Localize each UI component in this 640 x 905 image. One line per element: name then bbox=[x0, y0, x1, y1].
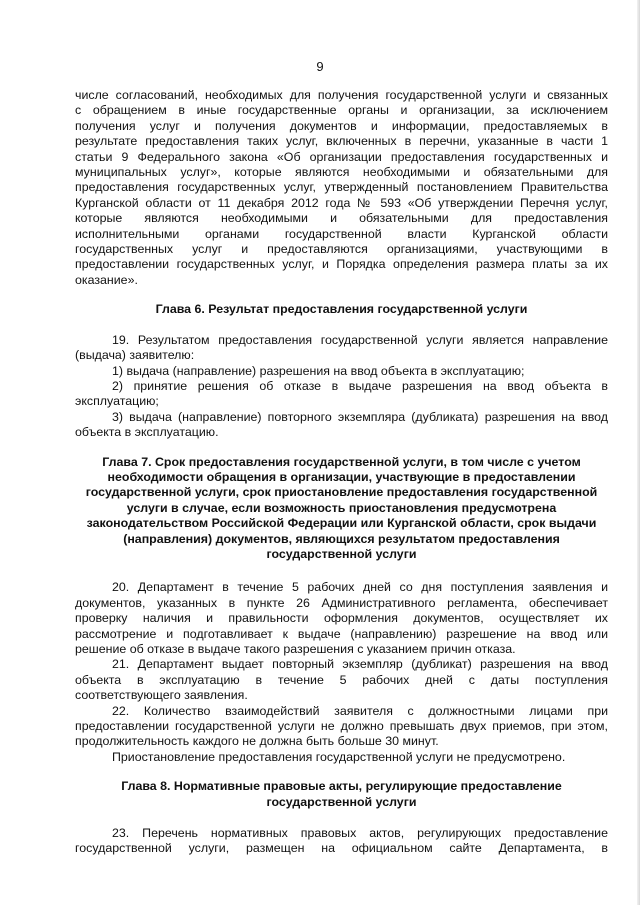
text-line: статьи 9 Федерального закона «Об организации предоставления государственных и bbox=[75, 149, 608, 164]
text-line: рассмотрение и подготавливает к выдаче (направлению) разрешение на ввод или bbox=[75, 626, 608, 641]
title-line: необходимости обращения в организации, участвующие в предоставлении bbox=[107, 469, 576, 484]
text-line: предоставлении государственных услуг, и Порядка определения размера платы за их bbox=[75, 257, 608, 272]
chapter-6-title: Глава 6. Результат предоставления государственной услуги bbox=[155, 302, 528, 317]
document-page bbox=[75, 60, 608, 857]
chapter-7-title bbox=[75, 455, 608, 563]
chapter-6-body bbox=[75, 333, 608, 441]
title-line: Глава 8. Нормативные правовые акты, регулирующие предоставление bbox=[121, 779, 562, 794]
text-line: которые являются необходимыми и обязательными для предоставления bbox=[75, 211, 608, 226]
intro-paragraph bbox=[75, 88, 608, 288]
text-line: 3) выдача (направление) повторного экземпляра (дубликата) разрешения на ввод bbox=[112, 409, 608, 424]
text-line: получения услуг и получения документов и информации, предоставляемых в bbox=[75, 118, 608, 133]
text-line: объекта в эксплуатацию в течение 5 рабочих дней с даты поступления bbox=[75, 672, 608, 687]
text-line: продолжительность каждого не должна быть больше 30 минут. bbox=[75, 734, 439, 749]
text-line: оказание». bbox=[75, 272, 138, 287]
text-line: предоставления государственных услуг, утвержденный постановлением Правительства bbox=[75, 180, 608, 195]
text-line: предоставлении государственной услуги не должно превышать двух приемов, при этом, bbox=[75, 719, 608, 734]
text-line: 23. Перечень нормативных правовых актов, регулирующих предоставление bbox=[112, 826, 608, 841]
title-line: услуги в случае, если возможность приостановления предусмотрена bbox=[126, 500, 557, 515]
chapter-7-body bbox=[75, 580, 608, 765]
text-line: государственных услуг и предоставляются организациями, участвующими в bbox=[75, 242, 608, 257]
title-line: законодательством Российской Федерации или Курганской области, срок выдачи bbox=[86, 516, 597, 531]
title-line: (направления) документов, являющихся результатом предоставления bbox=[123, 531, 560, 546]
text-line: с обращением в иные государственные органы и организации, за исключением bbox=[75, 103, 608, 118]
text-line: документов, указанных в пункте 26 Административного регламента, обеспечивает bbox=[75, 595, 608, 610]
title-line: государственной услуги bbox=[266, 546, 417, 561]
text-line: 21. Департамент выдает повторный экземпляр (дубликат) разрешения на ввод bbox=[112, 657, 608, 672]
text-line: исполнительными органами государственной власти Курганской области bbox=[75, 226, 608, 241]
text-line: 2) принятие решения об отказе в выдаче разрешения на ввод объекта в bbox=[112, 378, 608, 393]
text-line: Курганской области от 11 декабря 2012 года № 593 «Об утверждении Перечня услуг, bbox=[75, 195, 608, 210]
chapter-8-body bbox=[75, 826, 608, 857]
text-line: числе согласований, необходимых для получения государственной услуги и связанных bbox=[75, 88, 608, 102]
text-line: эксплуатацию; bbox=[75, 394, 159, 409]
text-line: государственной услуги, размещен на официальном сайте Департамента, в bbox=[75, 841, 608, 856]
title-line: государственной услуги bbox=[266, 794, 417, 809]
text-line: 1) выдача (направление) разрешения на ввод объекта в эксплуатацию; bbox=[112, 363, 525, 378]
text-line: Приостановление предоставления государственной услуги не предусмотрено. bbox=[112, 749, 566, 764]
chapter-8-title bbox=[75, 779, 608, 810]
text-line: решение об отказе в выдаче такого разрешения с указанием причин отказа. bbox=[75, 642, 516, 656]
text-line: 22. Количество взаимодействий заявителя с должностными лицами при bbox=[112, 703, 608, 718]
text-line: результате предоставления таких услуг, включенных в перечни, указанные в части 1 bbox=[75, 134, 608, 149]
text-line: проверку наличия и правильности оформления документов, осуществляет их bbox=[75, 611, 608, 626]
text-line: объекта в эксплуатацию. bbox=[75, 425, 219, 440]
title-line: государственной услуги, срок приостановление предоставления государственной bbox=[85, 485, 598, 500]
page-number: 9 bbox=[316, 59, 324, 74]
text-line: муниципальных услуг», которые являются необходимыми и обязательными для bbox=[75, 165, 608, 180]
text-line: соответствующего заявления. bbox=[75, 688, 248, 703]
text-line: (выдача) заявителю: bbox=[75, 348, 195, 363]
text-line: 20. Департамент в течение 5 рабочих дней со дня поступления заявления и bbox=[112, 580, 608, 595]
title-line: Глава 7. Срок предоставления государственной услуги, в том числе с учетом bbox=[102, 454, 581, 469]
text-line: 19. Результатом предоставления государственной услуги является направление bbox=[112, 332, 608, 347]
